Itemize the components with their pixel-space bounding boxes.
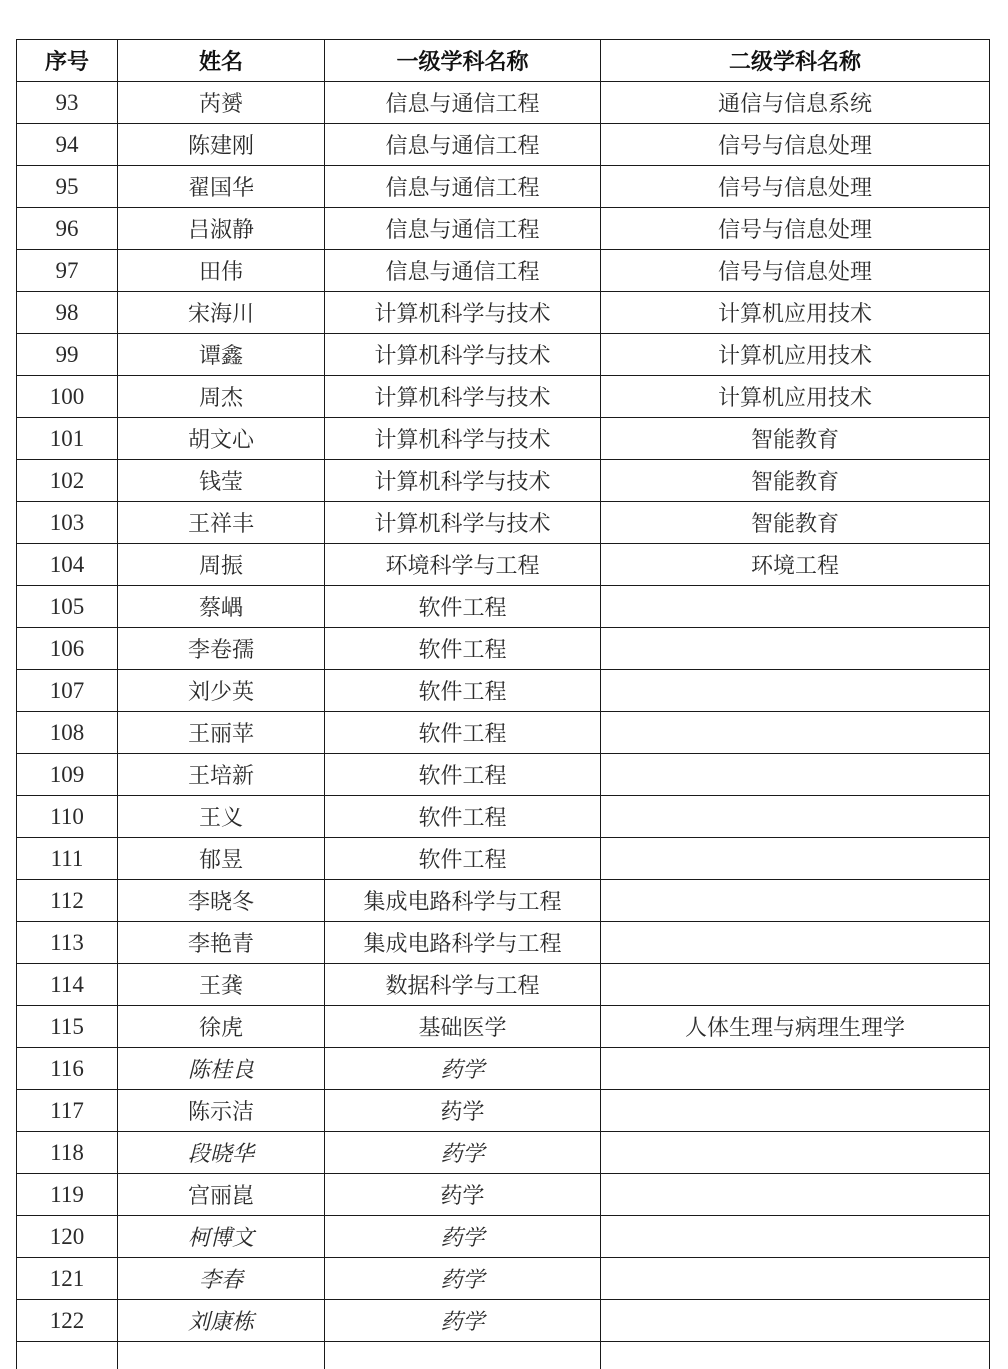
table-row: [17, 880, 990, 922]
cell-primary-discipline: 环境科学与工程: [325, 544, 601, 586]
cell-serial-number: 94: [17, 124, 118, 166]
header-serial-number: 序号: [17, 40, 118, 82]
cell-secondary-discipline: [601, 1048, 990, 1090]
cell-name: 田伟: [118, 250, 325, 292]
cell-primary-discipline: 药学: [325, 1132, 601, 1174]
cell-secondary-discipline: [601, 796, 990, 838]
cell-primary-discipline: 信息与通信工程: [325, 208, 601, 250]
cell-primary-discipline: 药学: [325, 1258, 601, 1300]
table-row: [17, 124, 990, 166]
cell-serial-number: 119: [17, 1174, 118, 1216]
cell-name: 王义: [118, 796, 325, 838]
cell-serial-number: 101: [17, 418, 118, 460]
cell-serial-number: 113: [17, 922, 118, 964]
cell-secondary-discipline: 通信与信息系统: [601, 82, 990, 124]
cell-serial-number: 112: [17, 880, 118, 922]
cell-serial-number: 102: [17, 460, 118, 502]
cell-name: 宫丽崑: [118, 1174, 325, 1216]
cell-primary-discipline: 计算机科学与技术: [325, 418, 601, 460]
table-row: [17, 712, 990, 754]
cell-name: 蔡嵎: [118, 586, 325, 628]
cell-primary-discipline: 信息与通信工程: [325, 124, 601, 166]
cell-serial-number: 103: [17, 502, 118, 544]
cell-name: 郁昱: [118, 838, 325, 880]
cell-serial-number: 114: [17, 964, 118, 1006]
cell-secondary-discipline: [601, 1300, 990, 1342]
cell-secondary-discipline: [601, 880, 990, 922]
cell-primary-discipline: 信息与通信工程: [325, 166, 601, 208]
cell-name: 周杰: [118, 376, 325, 418]
cell-primary-discipline: 集成电路科学与工程: [325, 880, 601, 922]
cell-secondary-discipline: 人体生理与病理生理学: [601, 1006, 990, 1048]
cell-name: 钱莹: [118, 460, 325, 502]
cell-serial-number: 111: [17, 838, 118, 880]
cell-secondary-discipline: 环境工程: [601, 544, 990, 586]
cell-primary-discipline: 数据科学与工程: [325, 964, 601, 1006]
table-row: [17, 292, 990, 334]
table-row: [17, 418, 990, 460]
header-name: 姓名: [118, 40, 325, 82]
cell-name: 胡文心: [118, 418, 325, 460]
cell-empty: [325, 1342, 601, 1369]
cell-empty: [17, 1342, 118, 1369]
cell-secondary-discipline: [601, 586, 990, 628]
cell-name: 谭鑫: [118, 334, 325, 376]
cell-primary-discipline: 软件工程: [325, 670, 601, 712]
table-row: [17, 1258, 990, 1300]
table-row: [17, 82, 990, 124]
cell-serial-number: 93: [17, 82, 118, 124]
table-row: [17, 754, 990, 796]
cell-secondary-discipline: 信号与信息处理: [601, 208, 990, 250]
cell-name: 李晓冬: [118, 880, 325, 922]
cell-serial-number: 98: [17, 292, 118, 334]
table-row: [17, 1048, 990, 1090]
cell-primary-discipline: 软件工程: [325, 586, 601, 628]
cell-name: 芮赟: [118, 82, 325, 124]
cell-name: 王培新: [118, 754, 325, 796]
cell-secondary-discipline: [601, 754, 990, 796]
cell-serial-number: 117: [17, 1090, 118, 1132]
cell-secondary-discipline: [601, 1216, 990, 1258]
cell-secondary-discipline: 智能教育: [601, 418, 990, 460]
cell-serial-number: 115: [17, 1006, 118, 1048]
cell-serial-number: 118: [17, 1132, 118, 1174]
table-row: [17, 1090, 990, 1132]
cell-secondary-discipline: [601, 1258, 990, 1300]
table-row: [17, 334, 990, 376]
cell-empty: [601, 1342, 990, 1369]
cell-serial-number: 116: [17, 1048, 118, 1090]
cell-serial-number: 99: [17, 334, 118, 376]
cell-secondary-discipline: 计算机应用技术: [601, 334, 990, 376]
cell-secondary-discipline: [601, 1132, 990, 1174]
cell-primary-discipline: 信息与通信工程: [325, 250, 601, 292]
cell-serial-number: 96: [17, 208, 118, 250]
cell-serial-number: 108: [17, 712, 118, 754]
table-row: [17, 964, 990, 1006]
cell-primary-discipline: 药学: [325, 1090, 601, 1132]
cell-serial-number: 97: [17, 250, 118, 292]
cell-secondary-discipline: 计算机应用技术: [601, 292, 990, 334]
cell-serial-number: 105: [17, 586, 118, 628]
table-row: [17, 628, 990, 670]
cell-secondary-discipline: [601, 922, 990, 964]
cell-name: 陈桂良: [118, 1048, 325, 1090]
table-header-row: [17, 40, 990, 82]
cell-serial-number: 121: [17, 1258, 118, 1300]
cell-primary-discipline: 软件工程: [325, 796, 601, 838]
table-body: [17, 82, 990, 1342]
cell-name: 吕淑静: [118, 208, 325, 250]
cell-name: 李卷孺: [118, 628, 325, 670]
header-primary-discipline: 一级学科名称: [325, 40, 601, 82]
cell-primary-discipline: 计算机科学与技术: [325, 376, 601, 418]
cell-primary-discipline: 药学: [325, 1048, 601, 1090]
cell-primary-discipline: 计算机科学与技术: [325, 292, 601, 334]
cell-secondary-discipline: [601, 1174, 990, 1216]
header-secondary-discipline: 二级学科名称: [601, 40, 990, 82]
cell-name: 王龚: [118, 964, 325, 1006]
cell-primary-discipline: 软件工程: [325, 838, 601, 880]
table-row: [17, 1132, 990, 1174]
cell-serial-number: 122: [17, 1300, 118, 1342]
table-row: [17, 376, 990, 418]
table-row: [17, 586, 990, 628]
cell-primary-discipline: 信息与通信工程: [325, 82, 601, 124]
cell-secondary-discipline: [601, 964, 990, 1006]
cell-secondary-discipline: 智能教育: [601, 502, 990, 544]
table-row: [17, 1216, 990, 1258]
cell-secondary-discipline: [601, 712, 990, 754]
cell-name: 王祥丰: [118, 502, 325, 544]
cell-name: 刘少英: [118, 670, 325, 712]
cell-serial-number: 100: [17, 376, 118, 418]
cell-serial-number: 106: [17, 628, 118, 670]
cell-name: 刘康栋: [118, 1300, 325, 1342]
table-row: [17, 250, 990, 292]
cell-primary-discipline: 集成电路科学与工程: [325, 922, 601, 964]
cell-name: 李艳青: [118, 922, 325, 964]
cell-secondary-discipline: [601, 1090, 990, 1132]
table-row: [17, 166, 990, 208]
cell-secondary-discipline: [601, 838, 990, 880]
cell-serial-number: 109: [17, 754, 118, 796]
table-row: [17, 670, 990, 712]
cell-serial-number: 95: [17, 166, 118, 208]
cell-serial-number: 120: [17, 1216, 118, 1258]
table-row: [17, 796, 990, 838]
discipline-roster-table: [16, 39, 990, 1369]
cell-name: 陈示洁: [118, 1090, 325, 1132]
cell-serial-number: 107: [17, 670, 118, 712]
table-row-cut-off: [17, 1342, 990, 1369]
table-row: [17, 1006, 990, 1048]
cell-name: 翟国华: [118, 166, 325, 208]
cell-name: 段晓华: [118, 1132, 325, 1174]
cell-name: 徐虎: [118, 1006, 325, 1048]
cell-empty: [118, 1342, 325, 1369]
table-row: [17, 1300, 990, 1342]
cell-serial-number: 104: [17, 544, 118, 586]
cell-primary-discipline: 软件工程: [325, 712, 601, 754]
cell-primary-discipline: 软件工程: [325, 628, 601, 670]
cell-secondary-discipline: 信号与信息处理: [601, 166, 990, 208]
cell-primary-discipline: 药学: [325, 1174, 601, 1216]
table-row: [17, 544, 990, 586]
cell-secondary-discipline: 计算机应用技术: [601, 376, 990, 418]
cell-primary-discipline: 计算机科学与技术: [325, 502, 601, 544]
cell-primary-discipline: 基础医学: [325, 1006, 601, 1048]
cell-name: 柯博文: [118, 1216, 325, 1258]
cell-secondary-discipline: 信号与信息处理: [601, 124, 990, 166]
cell-secondary-discipline: [601, 628, 990, 670]
cell-primary-discipline: 计算机科学与技术: [325, 460, 601, 502]
table-row: [17, 1174, 990, 1216]
cell-name: 宋海川: [118, 292, 325, 334]
cell-primary-discipline: 计算机科学与技术: [325, 334, 601, 376]
table-row: [17, 460, 990, 502]
cell-secondary-discipline: 智能教育: [601, 460, 990, 502]
cell-primary-discipline: 药学: [325, 1300, 601, 1342]
table-row: [17, 922, 990, 964]
cell-primary-discipline: 软件工程: [325, 754, 601, 796]
cell-serial-number: 110: [17, 796, 118, 838]
cell-secondary-discipline: 信号与信息处理: [601, 250, 990, 292]
table-row: [17, 208, 990, 250]
cell-name: 周振: [118, 544, 325, 586]
cell-secondary-discipline: [601, 670, 990, 712]
cell-name: 陈建刚: [118, 124, 325, 166]
table-row: [17, 838, 990, 880]
cell-name: 王丽苹: [118, 712, 325, 754]
cell-name: 李春: [118, 1258, 325, 1300]
table-row: [17, 502, 990, 544]
cell-primary-discipline: 药学: [325, 1216, 601, 1258]
